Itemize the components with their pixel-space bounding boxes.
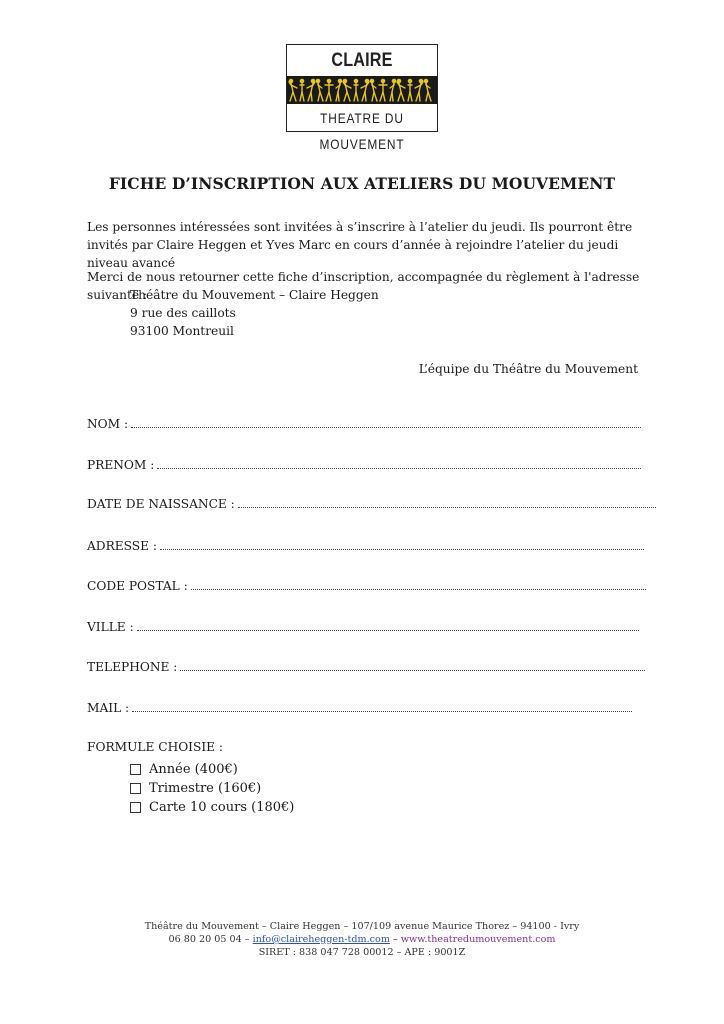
- footer-separator: –: [389, 934, 401, 945]
- field-label: PRENOM :: [87, 458, 155, 472]
- field-nom[interactable]: [87, 415, 641, 433]
- field-label: VILLE :: [87, 620, 134, 634]
- footer-phone: 06 80 20 05 04 –: [168, 934, 253, 945]
- field-adresse[interactable]: [87, 537, 644, 555]
- field-line[interactable]: [131, 415, 641, 428]
- logo-figures-band: [287, 76, 437, 104]
- field-line[interactable]: [132, 699, 632, 712]
- field-line[interactable]: [180, 658, 645, 671]
- instructions-paragraph: Merci de nous retourner cette fiche d’inscription, accompagnée du règlement à l'adresse suivante :: [87, 270, 640, 302]
- footer-email-link[interactable]: info@claireheggen-tdm.com: [252, 934, 390, 945]
- checkbox[interactable]: [130, 802, 141, 813]
- field-date-naissance[interactable]: [87, 495, 656, 513]
- footer-siret: SIRET : 838 047 728 00012 – APE : 9001Z: [258, 947, 466, 958]
- dancing-figures-icon: [287, 76, 437, 104]
- logo-subtitle: THEATRE DU MOUVEMENT: [319, 110, 405, 152]
- field-line[interactable]: [157, 456, 641, 469]
- field-code-postal[interactable]: [87, 577, 646, 595]
- field-line[interactable]: [137, 618, 639, 631]
- address-line: Théâtre du Mouvement – Claire Heggen: [130, 288, 379, 302]
- field-prenom[interactable]: [87, 456, 641, 474]
- field-label: DATE DE NAISSANCE :: [87, 497, 235, 511]
- field-line[interactable]: [191, 577, 646, 590]
- field-label: ADRESSE :: [87, 539, 158, 553]
- option-label: Année (400€): [149, 762, 238, 777]
- field-label: TELEPHONE :: [87, 660, 178, 674]
- field-label: NOM :: [87, 417, 129, 431]
- field-label: MAIL :: [87, 701, 130, 715]
- signature: L’équipe du Théâtre du Mouvement: [418, 362, 638, 376]
- checkbox[interactable]: [130, 764, 141, 775]
- option-trimestre[interactable]: [130, 781, 261, 796]
- option-label: Carte 10 cours (180€): [149, 800, 295, 815]
- page-title: FICHE D’INSCRIPTION AUX ATELIERS DU MOUVEMENT: [108, 174, 616, 193]
- field-line[interactable]: [160, 537, 644, 550]
- formule-label: FORMULE CHOISIE :: [87, 740, 224, 754]
- option-annee[interactable]: [130, 762, 238, 777]
- checkbox[interactable]: [130, 783, 141, 794]
- option-label: Trimestre (160€): [149, 781, 262, 796]
- option-carte-10-cours[interactable]: [130, 800, 294, 815]
- footer-website-link[interactable]: www.theatredumouvement.com: [400, 934, 556, 945]
- intro-paragraph: Les personnes intéressées sont invitées à s’inscrire à l’atelier du jeudi. Ils pourront être invités par Claire Heggen et Yves Marc en cours d’année à rejoindre l’atelier du jeudi niveau avancé: [87, 220, 633, 270]
- footer-address: Théâtre du Mouvement – Claire Heggen – 107/109 avenue Maurice Thorez – 94100 - Ivry: [144, 921, 580, 932]
- logo: [286, 44, 438, 152]
- field-line[interactable]: [238, 495, 656, 508]
- field-label: CODE POSTAL :: [87, 579, 188, 593]
- address-line: 93100 Montreuil: [130, 324, 234, 338]
- footer-contact: [0, 933, 724, 946]
- footer: [0, 920, 724, 959]
- address-line: 9 rue des caillots: [130, 306, 236, 320]
- field-ville[interactable]: [87, 618, 639, 636]
- logo-name: CLAIRE: [331, 50, 393, 71]
- field-telephone[interactable]: [87, 658, 645, 676]
- field-mail[interactable]: [87, 699, 632, 717]
